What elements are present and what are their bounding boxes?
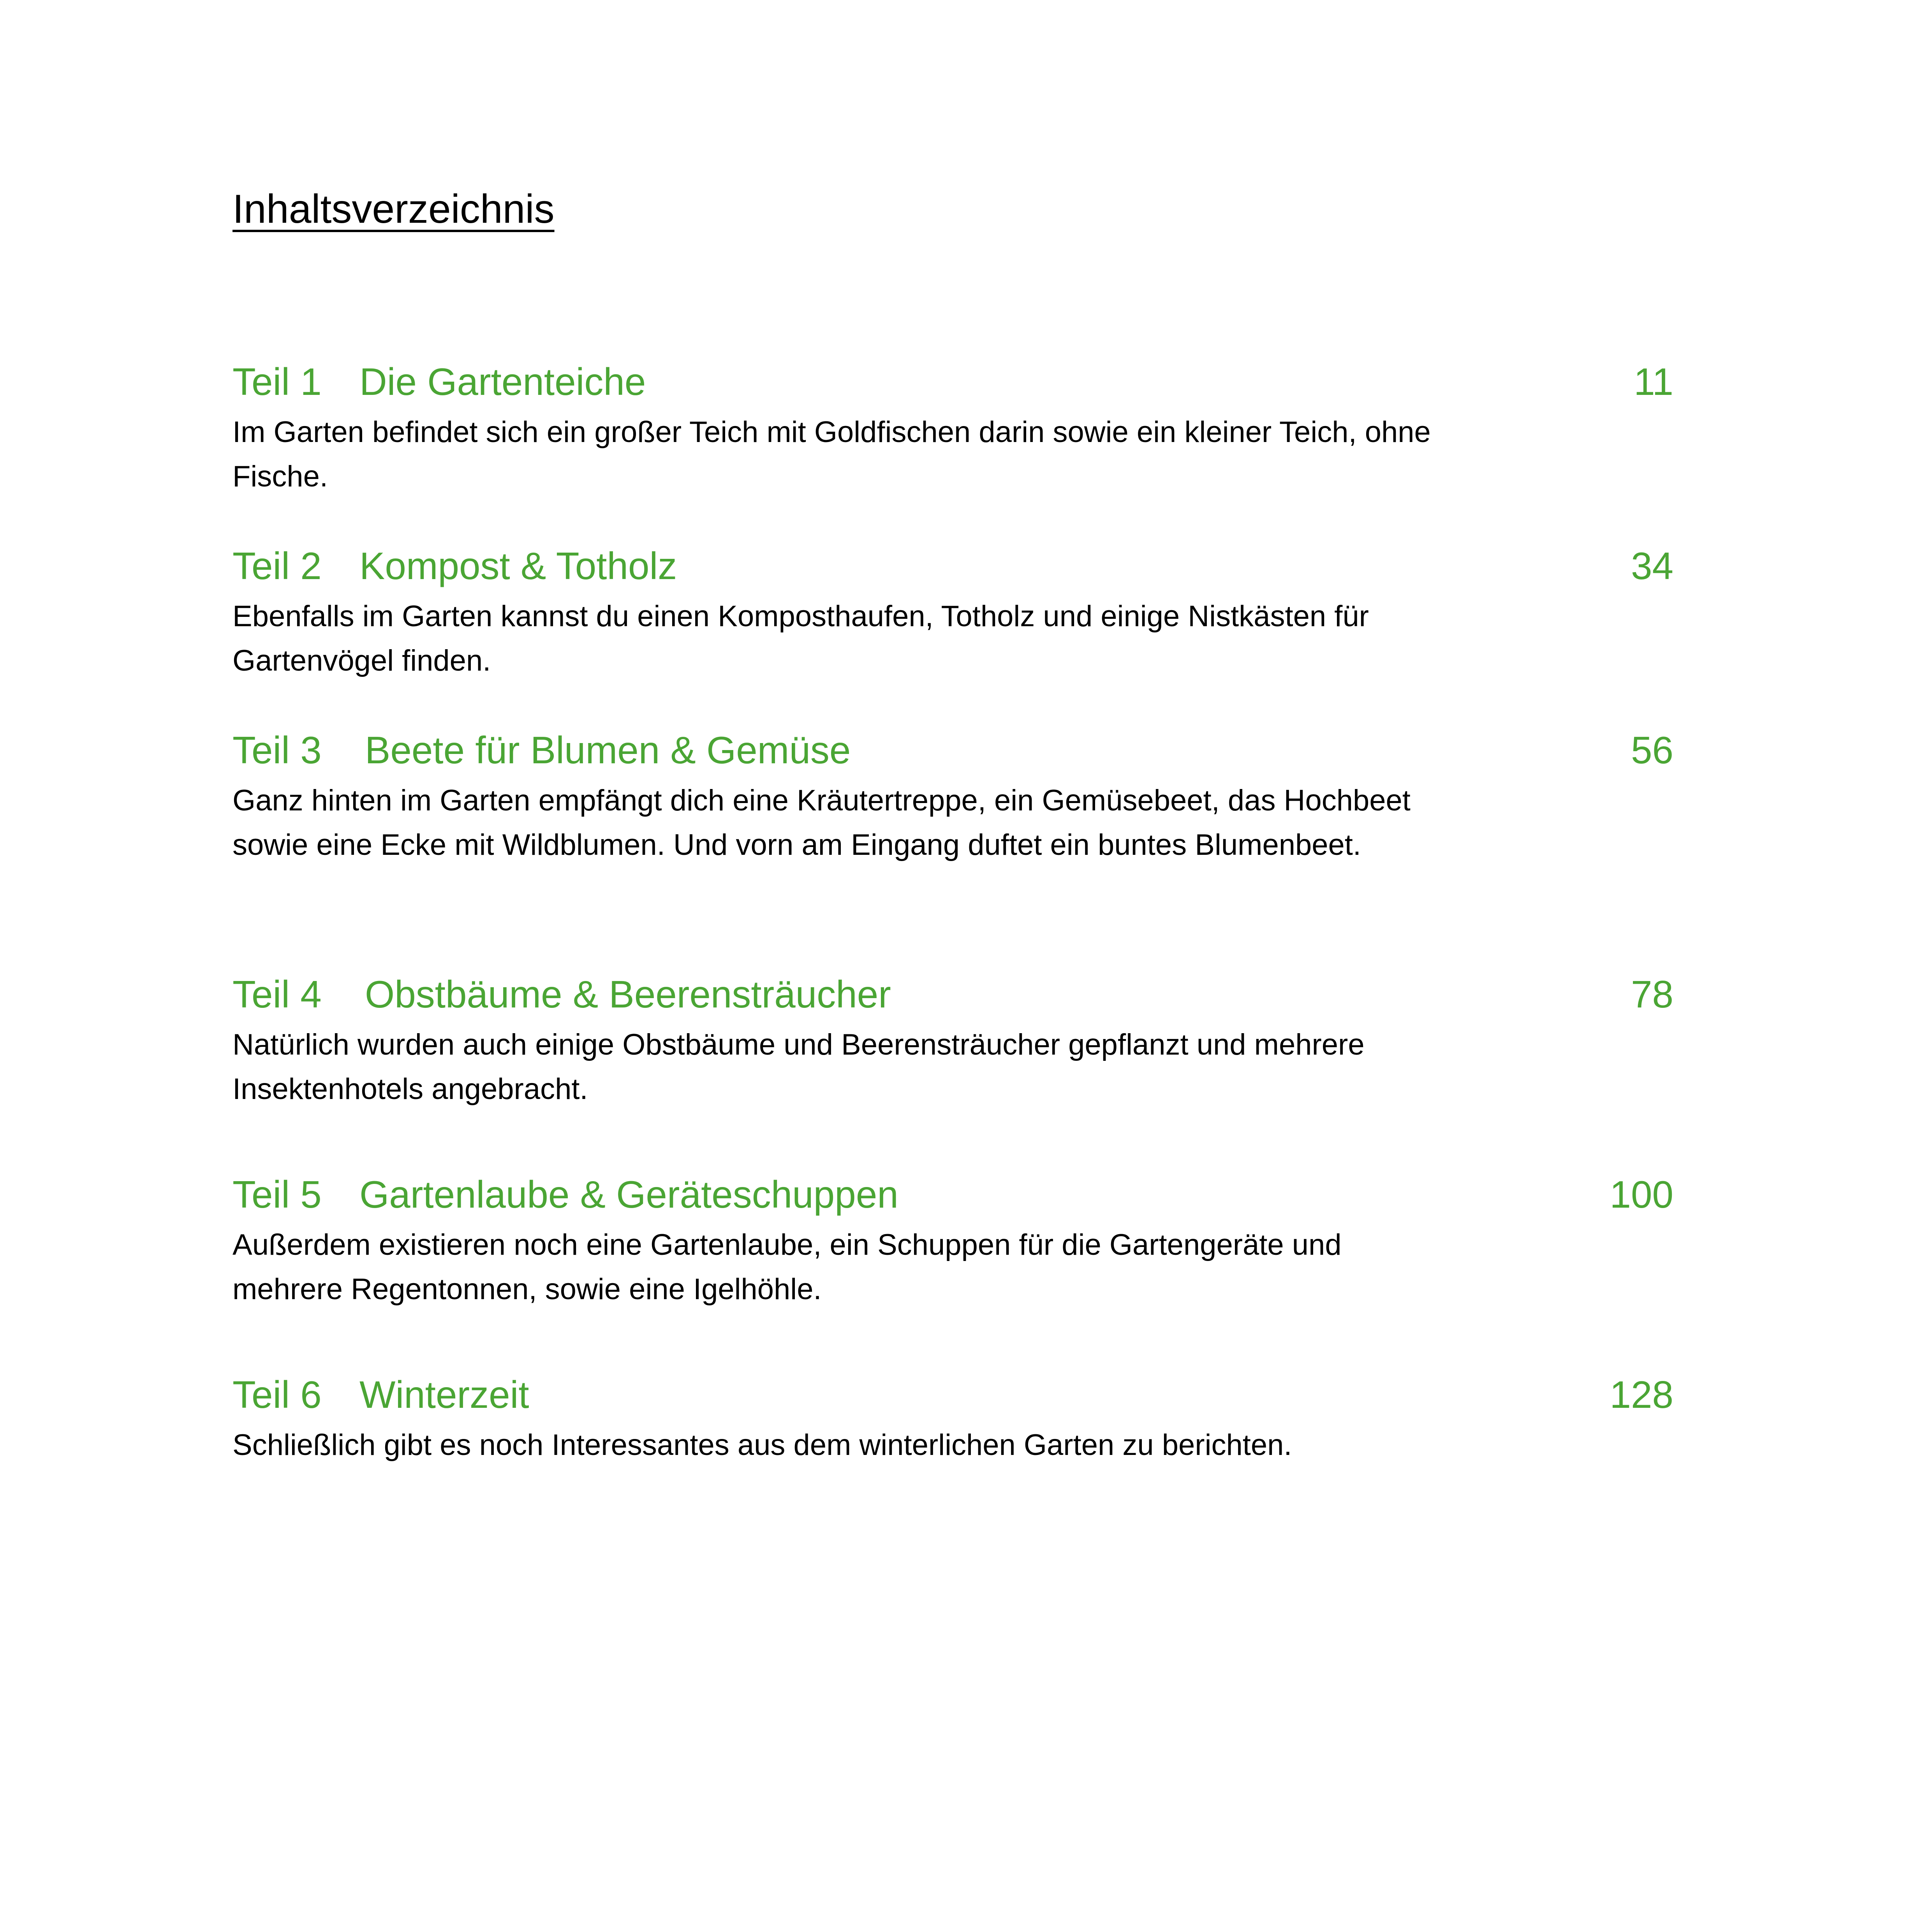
toc-entry-part: Teil 1	[232, 360, 322, 403]
toc-entry-title: Beete für Blumen & Gemüse	[365, 729, 851, 771]
toc-entry[interactable]	[232, 1165, 1673, 1312]
toc-entry-page-number: 128	[1610, 1373, 1673, 1416]
toc-entry-page-number: 34	[1631, 544, 1673, 587]
toc-entry-description: Im Garten befindet sich ein großer Teich mit Goldfischen darin sowie ein kleiner Teich, ohne Fische.	[232, 416, 1431, 493]
toc-entry-title: Winterzeit	[359, 1373, 529, 1416]
toc-entry-header	[232, 1365, 1673, 1424]
toc-entry-page-number: 100	[1610, 1173, 1673, 1216]
toc-entry-title: Die Gartenteiche	[359, 360, 646, 403]
toc-entry-title: Kompost & Totholz	[359, 544, 677, 587]
toc-entry-part: Teil 6	[232, 1373, 322, 1416]
toc-entry-part: Teil 2	[232, 544, 322, 587]
toc-entry-description: Ebenfalls im Garten kannst du einen Komposthaufen, Totholz und einige Nistkästen für Gartenvögel finden.	[232, 600, 1369, 677]
toc-entry-header	[232, 537, 1673, 595]
toc-entry[interactable]	[232, 352, 1673, 499]
toc-entry[interactable]	[232, 965, 1673, 1111]
toc-entry-description: Natürlich wurden auch einige Obstbäume und Beerensträucher gepflanzt und mehrere Insektenhotels angebracht.	[232, 1028, 1365, 1106]
toc-entry-description: Außerdem existieren noch eine Gartenlaube, ein Schuppen für die Gartengeräte und mehrere Regentonnen, sowie eine Igelhöhle.	[232, 1228, 1342, 1306]
toc-entry-part: Teil 3	[232, 729, 322, 771]
toc-entry-title: Gartenlaube & Geräteschuppen	[359, 1173, 898, 1216]
toc-entry-page-number: 11	[1634, 360, 1673, 403]
toc-entry-title: Obstbäume & Beerensträucher	[365, 973, 891, 1016]
toc-entry-header	[232, 965, 1673, 1023]
toc-entry[interactable]	[232, 537, 1673, 683]
toc-entry-part: Teil 5	[232, 1173, 322, 1216]
toc-entry[interactable]	[232, 1365, 1673, 1467]
toc-entry-header	[232, 352, 1673, 411]
toc-entry-page-number: 56	[1631, 729, 1673, 771]
toc-heading: Inhaltsverzeichnis	[232, 187, 555, 232]
toc-entry-part: Teil 4	[232, 973, 322, 1016]
toc-entry[interactable]	[232, 721, 1673, 867]
toc-entry-header	[232, 1165, 1673, 1224]
toc-entry-header	[232, 721, 1673, 779]
toc-entry-description: Ganz hinten im Garten empfängt dich eine Kräutertreppe, ein Gemüsebeet, das Hochbeet sowie eine Ecke mit Wildblumen. Und vorn am Eingang duftet ein buntes Blumenbeet.	[232, 784, 1411, 861]
toc-entry-page-number: 78	[1631, 973, 1673, 1016]
toc-entry-description: Schließlich gibt es noch Interessantes aus dem winterlichen Garten zu berichten.	[232, 1428, 1292, 1462]
